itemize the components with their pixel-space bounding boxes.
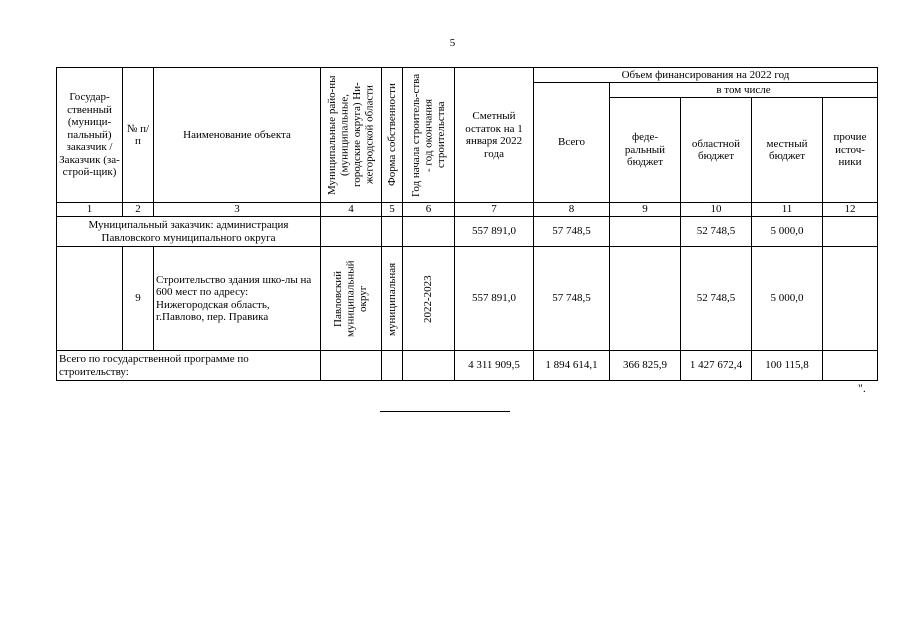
customer-ownership: [382, 217, 403, 247]
total-local: 100 115,8: [752, 351, 823, 381]
object-regional: 52 748,5: [681, 247, 752, 351]
header-ownership: Форма собственности: [385, 83, 398, 187]
col-num-5: 5: [382, 203, 403, 217]
col-num-10: 10: [681, 203, 752, 217]
col-num-11: 11: [752, 203, 823, 217]
col-num-12: 12: [823, 203, 878, 217]
object-row: [57, 247, 878, 351]
column-numbers-row: [57, 203, 878, 217]
header-local: местный бюджет: [752, 98, 823, 203]
col-num-4: 4: [321, 203, 382, 217]
total-ownership: [382, 351, 403, 381]
total-regional: 1 427 672,4: [681, 351, 752, 381]
total-total: 1 894 614,1: [534, 351, 610, 381]
object-ownership-cell: [382, 247, 403, 351]
customer-other: [823, 217, 878, 247]
customer-total: 57 748,5: [534, 217, 610, 247]
customer-years: [403, 217, 455, 247]
col-num-2: 2: [123, 203, 154, 217]
total-remaining: 4 311 909,5: [455, 351, 534, 381]
header-customer: Государ-ственный (муници-пальный) заказчик / Заказчик (за-строй-щик): [57, 68, 123, 203]
col-num-3: 3: [154, 203, 321, 217]
page-number: 5: [449, 37, 456, 49]
object-years: 2022-2023: [422, 274, 435, 323]
header-number: № п/п: [123, 68, 154, 203]
header-other: прочие источ-ники: [823, 98, 878, 203]
col-num-7: 7: [455, 203, 534, 217]
header-district-cell: [321, 68, 382, 203]
col-num-8: 8: [534, 203, 610, 217]
header-total: Всего: [534, 83, 610, 203]
header-federal: феде-ральный бюджет: [610, 98, 681, 203]
customer-district: [321, 217, 382, 247]
object-district: Павловский муниципальный округ: [332, 260, 370, 337]
object-name: Строительство здания шко-лы на 600 мест по адресу: Нижегородская область, г.Павлово, пер. Правика: [154, 247, 321, 351]
customer-row: [57, 217, 878, 247]
total-years: [403, 351, 455, 381]
object-number: 9: [123, 247, 154, 351]
customer-regional: 52 748,5: [681, 217, 752, 247]
object-years-cell: [403, 247, 455, 351]
object-total: 57 748,5: [534, 247, 610, 351]
total-label: Всего по государственной программе по строительству:: [57, 351, 321, 381]
header-district: Муниципальные райо-ны (муниципальные, городские округа) Ни-жегородской области: [326, 75, 376, 195]
total-federal: 366 825,9: [610, 351, 681, 381]
header-regional: областной бюджет: [681, 98, 752, 203]
header-including: в том числе: [610, 83, 878, 98]
total-row: [57, 351, 878, 381]
object-federal: [610, 247, 681, 351]
financing-table: [56, 67, 878, 381]
header-remaining: Сметный остаток на 1 января 2022 года: [455, 68, 534, 203]
object-ownership: муниципальная: [385, 261, 398, 336]
signature-rule: [380, 411, 510, 412]
object-other: [823, 247, 878, 351]
object-district-cell: [321, 247, 382, 351]
customer-label: Муниципальный заказчик: администрация Павловского муниципального округа: [57, 217, 321, 247]
header-object-name: Наименование объекта: [154, 68, 321, 203]
object-local: 5 000,0: [752, 247, 823, 351]
col-num-1: 1: [57, 203, 123, 217]
col-num-6: 6: [403, 203, 455, 217]
customer-remaining: 557 891,0: [455, 217, 534, 247]
object-customer: [57, 247, 123, 351]
object-remaining: 557 891,0: [455, 247, 534, 351]
customer-local: 5 000,0: [752, 217, 823, 247]
header-years: Год начала строитель-ства - год окончания строительства: [409, 73, 447, 197]
header-ownership-cell: [382, 68, 403, 203]
total-other: [823, 351, 878, 381]
total-district: [321, 351, 382, 381]
closing-quote: ".: [858, 381, 866, 395]
customer-federal: [610, 217, 681, 247]
header-years-cell: [403, 68, 455, 203]
header-financing: Объем финансирования на 2022 год: [534, 68, 878, 83]
col-num-9: 9: [610, 203, 681, 217]
